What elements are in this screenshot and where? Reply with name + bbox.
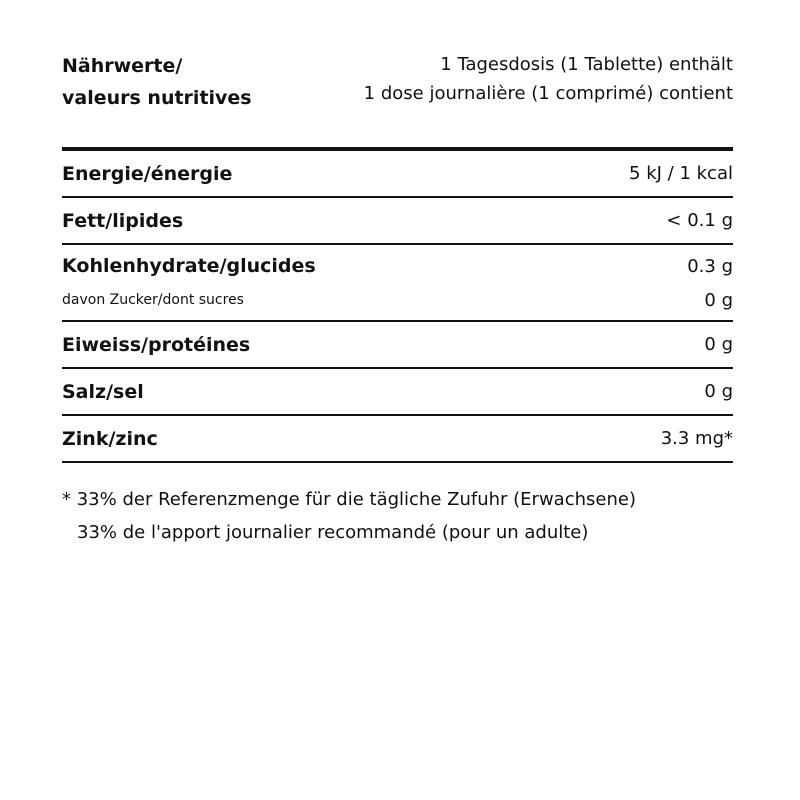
- nutrient-sub-label: davon Zucker/dont sucres: [62, 292, 244, 308]
- nutrition-title: [62, 50, 252, 114]
- nutrient-row-carbohydrates: [62, 245, 733, 322]
- nutrient-label: Fett/lipides: [62, 209, 184, 232]
- serving-line-de: 1 Tagesdosis (1 Tablette) enthält: [440, 54, 733, 75]
- nutrition-header: [62, 50, 733, 140]
- title-line-de: Nährwerte/: [62, 55, 183, 77]
- nutrient-label: Zink/zinc: [62, 427, 158, 450]
- nutrient-label: Energie/énergie: [62, 162, 233, 185]
- nutrient-value: 5 kJ / 1 kcal: [629, 163, 733, 184]
- serving-line-fr: 1 dose journalière (1 comprimé) contient: [363, 83, 733, 104]
- title-line-fr: valeurs nutritives: [62, 87, 252, 109]
- nutrient-row-energy: [62, 151, 733, 198]
- footnote-line-de: * 33% der Referenzmenge für die tägliche Zufuhr (Erwachsene): [62, 489, 636, 510]
- nutrient-value: 0.3 g: [687, 255, 733, 277]
- nutrient-row-salt: [62, 369, 733, 416]
- nutrient-sub-value: 0 g: [704, 289, 733, 311]
- nutrient-value: 0 g: [704, 381, 733, 402]
- nutrient-row-fat: [62, 198, 733, 245]
- nutrient-value: < 0.1 g: [666, 210, 733, 231]
- nutrient-label: Kohlenhydrate/glucides: [62, 255, 316, 277]
- footnote: [62, 483, 733, 549]
- nutrient-row-protein: [62, 322, 733, 369]
- nutrient-row-zinc: [62, 416, 733, 463]
- footnote-line-fr: 33% de l'apport journalier recommandé (pour un adulte): [77, 522, 589, 543]
- nutrient-label: Eiweiss/protéines: [62, 333, 251, 356]
- nutrient-label: Salz/sel: [62, 380, 144, 403]
- nutrient-value: 0 g: [704, 334, 733, 355]
- nutrition-facts-panel: [62, 50, 733, 549]
- serving-info: [364, 50, 733, 108]
- nutrient-value: 3.3 mg*: [660, 428, 733, 449]
